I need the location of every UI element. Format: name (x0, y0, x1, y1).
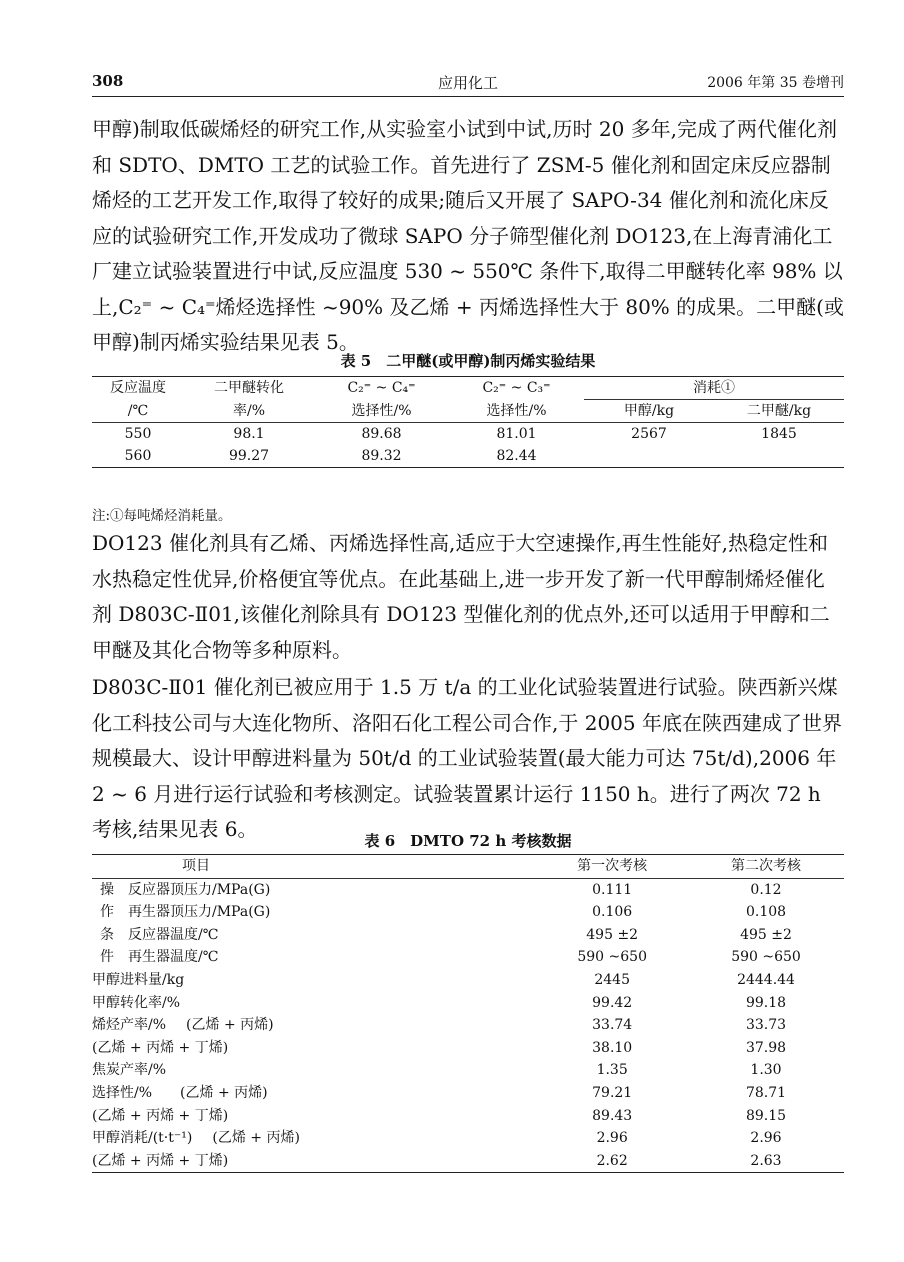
table-row (92, 992, 844, 1015)
t6-row-label: 焦炭产率/% (92, 1062, 167, 1079)
table-row (92, 1014, 844, 1037)
table5-note: 注:①每吨烯烃消耗量。 (92, 508, 232, 524)
table-row (92, 924, 844, 947)
t6-row-sublabel: (乙烯 + 丙烯 + 丁烯) (92, 1107, 229, 1124)
t6-cell: 37.98 (745, 1039, 787, 1056)
t5-cell: 1845 (761, 426, 797, 442)
t6-row-label: 反应器顶压力/MPa(G) (128, 881, 271, 898)
t5-header-sel24: C₂⁼ ~ C₄⁼ (314, 377, 449, 400)
t6-cell: 590 ~650 (577, 949, 647, 966)
header-rule (92, 96, 844, 97)
t6-cell: 2.96 (750, 1130, 782, 1147)
page-number: 308 (92, 72, 124, 90)
t6-cell: 99.18 (745, 994, 787, 1011)
t5-cell: 98.1 (233, 426, 265, 442)
t6-cell: 78.71 (745, 1084, 787, 1101)
t6-cell: 33.73 (745, 1017, 787, 1034)
table-row (92, 1082, 844, 1105)
t5-header-dme: 二甲醚/kg (714, 400, 844, 423)
t6-row-label: 烯烃产率/% (92, 1017, 167, 1034)
t6-cell: 495 ±2 (740, 926, 792, 943)
t5-header-temp: 反应温度 (92, 377, 184, 400)
t6-row-sublabel: (乙烯 + 丙烯) (212, 1130, 300, 1147)
t6-row-label: 甲醇消耗/(t·t⁻¹) (92, 1130, 193, 1147)
paragraph-1: 甲醇)制取低碳烯烃的研究工作,从实验室小试到中试,历时 20 多年,完成了两代催化剂和 SDTO、DMTO 工艺的试验工作。首先进行了 ZSM-5 催化剂和固定床反应器制烯烃的工艺开发工作,取得了较好的成果;随后又开展了 SAPO-34 催化剂和流化床反应的试验研究工作,开发成功了微球 SAPO 分子筛型催化剂 DO123,在上海青浦化工厂建立试验装置进行中试,反应温度 530 ~ 550℃ 条件下,取得二甲醚转化率 98% 以上,C₂⁼ ~ C₄⁼烯烃选择性 ~90% 及乙烯 + 丙烯选择性大于 80% 的成果。二甲醚(或甲醇)制丙烯实验结果见表 5。 (92, 117, 844, 354)
t6-row-sublabel: (乙烯 + 丙烯) (180, 1084, 268, 1101)
t6-cell: 0.108 (745, 904, 787, 921)
t5-cell: 89.32 (314, 445, 449, 468)
t6-row-sublabel: (乙烯 + 丙烯 + 丁烯) (92, 1150, 536, 1173)
t6-cell: 0.12 (750, 881, 782, 898)
table5-caption: 表 5 二甲醚(或甲醇)制丙烯实验结果 (340, 352, 596, 370)
t5-cell (714, 445, 844, 468)
journal-name: 应用化工 (437, 74, 498, 92)
table-row (92, 1127, 844, 1150)
table-row (92, 901, 844, 924)
t5-cell: 550 (124, 426, 152, 442)
t6-header-first: 第一次考核 (536, 855, 688, 879)
t6-cell: 590 ~650 (731, 949, 801, 966)
t5-cell: 89.68 (361, 426, 402, 442)
t6-row-label: 反应器温度/℃ (128, 926, 219, 943)
t6-row-label: 甲醇转化率/% (92, 994, 181, 1011)
t6-row-label: 选择性/% (92, 1084, 153, 1101)
t5-header-conv-unit: 率/% (184, 400, 314, 423)
table-row (92, 1037, 844, 1060)
t6-cell: 0.106 (592, 904, 633, 921)
table-row (92, 1105, 844, 1128)
t5-header-temp-unit: /℃ (92, 400, 184, 423)
t6-cell: 2.62 (536, 1150, 688, 1173)
table-row (92, 946, 844, 969)
t5-header-methanol: 甲醇/kg (584, 400, 714, 423)
table-row (92, 423, 844, 446)
t6-cell: 2.63 (688, 1150, 844, 1173)
t6-row-label: 甲醇进料量/kg (92, 971, 185, 988)
t6-row-sublabel: (乙烯 + 丙烯) (186, 1017, 274, 1034)
t6-cell: 2444.44 (737, 971, 795, 988)
t6-row-sublabel: (乙烯 + 丙烯 + 丁烯) (92, 1039, 229, 1056)
t6-cell: 2445 (594, 971, 630, 988)
t6-cell: 38.10 (592, 1039, 633, 1056)
t5-cell: 82.44 (449, 445, 584, 468)
t6-side-label: 作 (100, 904, 114, 921)
t6-cell: 89.15 (745, 1107, 787, 1124)
t6-side-label: 条 (100, 926, 114, 943)
t6-cell: 2.96 (596, 1130, 628, 1147)
t5-cell: 2567 (631, 426, 667, 442)
t6-side-label: 件 (100, 949, 114, 966)
t5-header-sel23-unit: 选择性/% (449, 400, 584, 423)
t6-cell: 1.35 (596, 1062, 628, 1079)
table-row (92, 1059, 844, 1082)
t5-cell: 81.01 (496, 426, 537, 442)
page-header (92, 64, 844, 92)
table-row (92, 969, 844, 992)
t5-cell: 560 (92, 445, 184, 468)
t6-cell: 99.42 (592, 994, 633, 1011)
t6-cell: 79.21 (592, 1084, 633, 1101)
t5-header-conv: 二甲醚转化 (184, 377, 314, 400)
t5-header-sel23: C₂⁼ ~ C₃⁼ (449, 377, 584, 400)
t6-cell: 1.30 (750, 1062, 782, 1079)
t5-cell: 99.27 (184, 445, 314, 468)
t6-cell: 495 ±2 (586, 926, 639, 943)
t5-header-sel24-unit: 选择性/% (314, 400, 449, 423)
t6-row-label: 再生器温度/℃ (128, 949, 219, 966)
t6-side-label: 操 (100, 881, 114, 898)
table6 (92, 854, 844, 1173)
t6-header-second: 第二次考核 (688, 855, 844, 879)
paragraph-3: D803C-Ⅱ01 催化剂已被应用于 1.5 万 t/a 的工业化试验装置进行试验。陕西新兴煤化工科技公司与大连化物所、洛阳石化工程公司合作,于 2005 年底在陕西建成了世界规模最大、设计甲醇进料量为 50t/d 的工业试验装置(最大能力可达 75t/d),2006 年 2 ~ 6 月进行运行试验和考核测定。试验装置累计运行 1150 h。进行了两次 72 h 考核,结果见表 6。 (92, 675, 842, 841)
table5 (92, 376, 844, 468)
journal-issue: 2006 年第 35 卷增刊 (707, 75, 844, 91)
paragraph-2: DO123 催化剂具有乙烯、丙烯选择性高,适应于大空速操作,再生性能好,热稳定性和水热稳定性优异,价格便宜等优点。在此基础上,进一步开发了新一代甲醇制烯烃催化剂 D803C-Ⅱ01,该催化剂除具有 DO123 型催化剂的优点外,还可以适用于甲醇和二甲醚及其化合物等多种原料。 (92, 531, 830, 662)
t6-cell: 0.111 (592, 881, 633, 898)
table-row (92, 878, 844, 901)
table-row (92, 445, 844, 468)
t6-cell: 33.74 (592, 1017, 633, 1034)
t6-row-label: 再生器顶压力/MPa(G) (128, 904, 271, 921)
table6-caption: 表 6 DMTO 72 h 考核数据 (364, 832, 572, 850)
t5-header-consumption: 消耗① (584, 377, 844, 400)
t6-cell: 89.43 (592, 1107, 633, 1124)
table-row (92, 1150, 844, 1173)
t5-cell (584, 445, 714, 468)
t6-header-item: 项目 (92, 855, 536, 879)
